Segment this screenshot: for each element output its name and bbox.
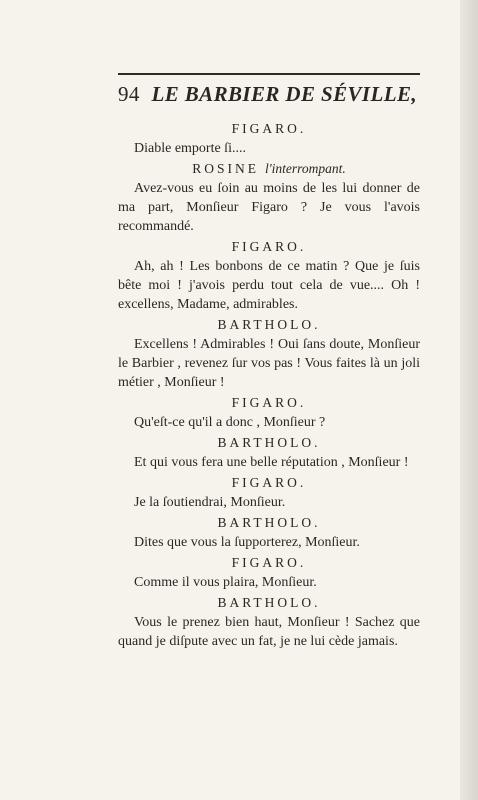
speech-9 bbox=[118, 553, 420, 592]
speaker-name: FIGARO. bbox=[231, 121, 307, 136]
speaker-name: FIGARO. bbox=[231, 475, 307, 490]
speaker-name: BARTHOLO. bbox=[217, 435, 321, 450]
speech-4 bbox=[118, 315, 420, 392]
running-title: LE BARBIER DE SÉVILLE, bbox=[151, 82, 418, 106]
speech-text: Dites que vous la ſupporterez, Monſieur. bbox=[134, 535, 360, 550]
running-header bbox=[118, 82, 420, 107]
page-number: 94 bbox=[118, 82, 140, 106]
speaker-name: ROSINE bbox=[192, 161, 259, 176]
speech-7 bbox=[118, 473, 420, 512]
speech-8 bbox=[118, 513, 420, 552]
speech-5 bbox=[118, 393, 420, 432]
speech-text: Je la ſoutiendrai, Monſieur. bbox=[134, 495, 286, 510]
speech-text: Comme il vous plaira, Monſieur. bbox=[134, 575, 317, 590]
speaker-name: BARTHOLO. bbox=[217, 515, 321, 530]
header-rule bbox=[118, 73, 420, 75]
speaker-name: FIGARO. bbox=[231, 395, 307, 410]
dialogue-body bbox=[118, 118, 420, 651]
speech-text: Ah, ah ! Les bonbons de ce matin ? Que je ſuis bête moi ! j'avois perdu tout cela de vue.... Oh ! excellens, Madame, admirables. bbox=[118, 259, 420, 312]
speaker-name: BARTHOLO. bbox=[217, 317, 321, 332]
speaker-name: FIGARO. bbox=[231, 555, 307, 570]
stage-direction: l'interrompant. bbox=[265, 161, 346, 176]
speech-text: Vous le prenez bien haut, Monſieur ! Sachez que quand je diſpute avec un fat, je ne lui cède jamais. bbox=[118, 615, 420, 649]
speech-10 bbox=[118, 593, 420, 651]
speaker-name: BARTHOLO. bbox=[217, 595, 321, 610]
speech-text: Et qui vous fera une belle réputation , Monſieur ! bbox=[134, 455, 409, 470]
page-edge bbox=[460, 0, 478, 800]
speech-text: Excellens ! Admirables ! Oui ſans doute, Monſieur le Barbier , revenez ſur vos pas ! Vous faites là un joli métier , Monſieur ! bbox=[118, 337, 420, 390]
speech-3 bbox=[118, 237, 420, 314]
speech-text: Qu'eſt-ce qu'il a donc , Monſieur ? bbox=[134, 415, 326, 430]
speaker-name: FIGARO. bbox=[231, 239, 307, 254]
speech-text: Avez-vous eu ſoin au moins de les lui donner de ma part, Monſieur Figaro ? Je vous l'avois recommandé. bbox=[118, 181, 420, 234]
speech-6 bbox=[118, 433, 420, 472]
speech-1 bbox=[118, 119, 420, 158]
speech-2 bbox=[118, 159, 420, 236]
speech-text: Diable emporte ſi.... bbox=[134, 141, 246, 156]
